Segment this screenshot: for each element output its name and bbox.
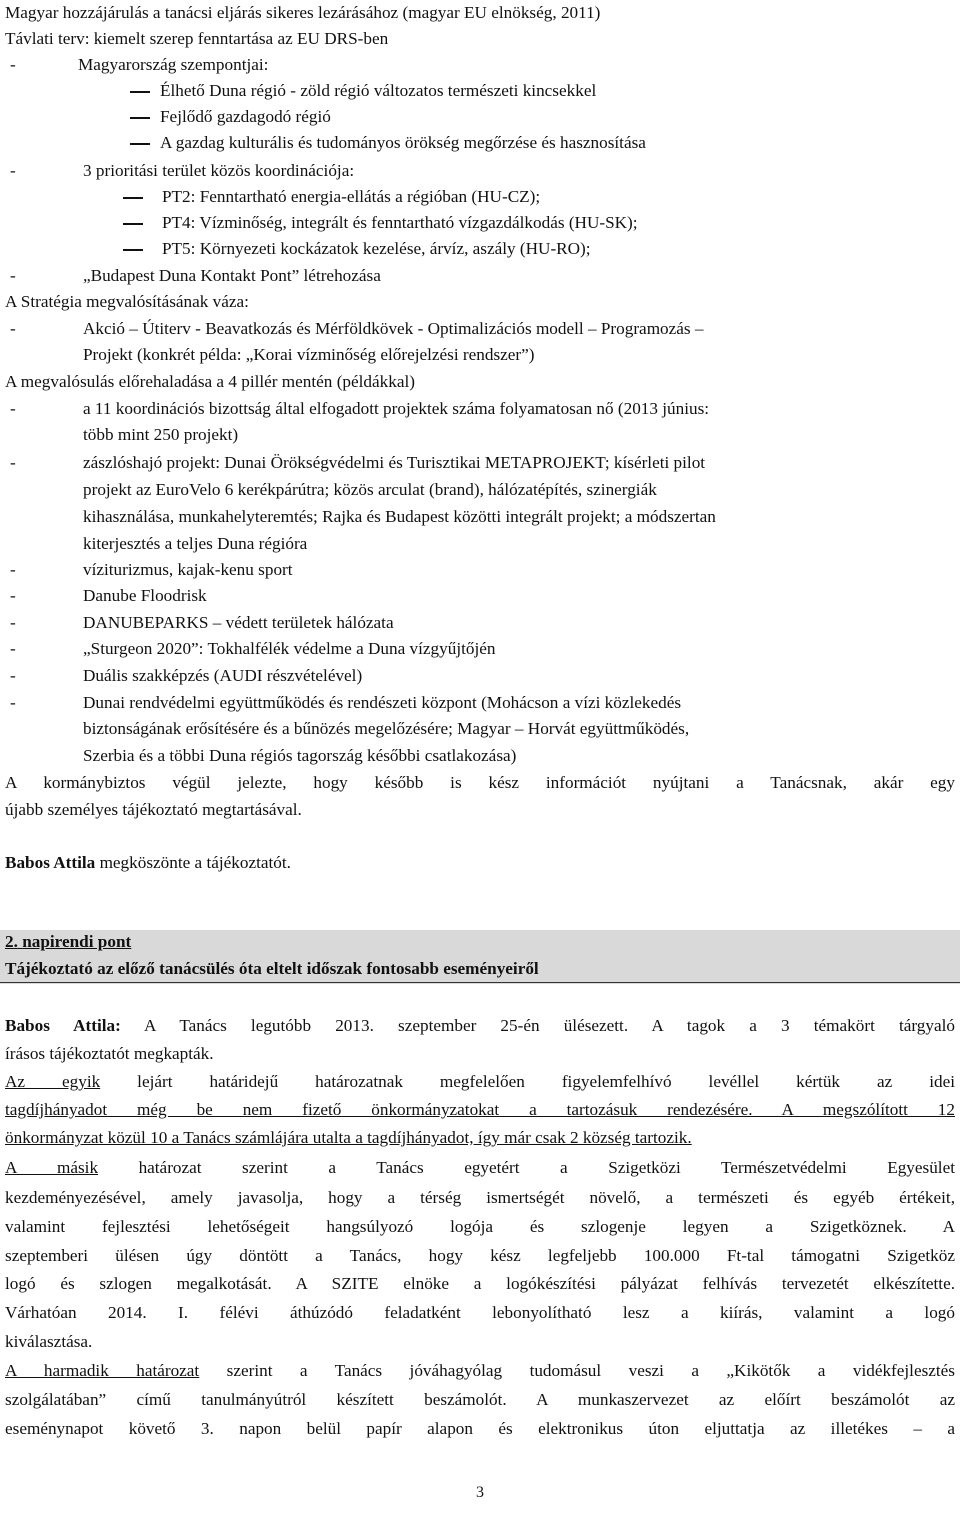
agenda-number: 2. napirendi pont <box>5 932 132 951</box>
dash-bullet: - <box>10 666 16 685</box>
text-line: Magyar hozzájárulás a tanácsi eljárás sikeres lezárásához (magyar EU elnökség, 2011) <box>5 3 601 22</box>
dash-bullet-icon <box>123 197 143 199</box>
paragraph-line: tagdíjhányadot még be nem fizető önkormányzatokat a tartozásuk rendezésére. A megszólított 12 <box>5 1100 955 1119</box>
paragraph-line: Babos Attila megköszönte a tájékoztatót. <box>5 853 291 872</box>
text-line: Távlati terv: kiemelt szerep fenntartása az EU DRS-ben <box>5 29 389 48</box>
paragraph-line: kiválasztása. <box>5 1332 93 1351</box>
dash-bullet: - <box>10 266 16 285</box>
dash-bullet: - <box>10 693 16 712</box>
paragraph-line: önkormányzat közül 10 a Tanács számlájára utalta a tagdíjhányadot, így már csak 2 község tartozik. <box>5 1128 692 1147</box>
dash-bullet-icon <box>123 249 143 251</box>
page-number: 3 <box>476 1484 484 1501</box>
paragraph-line: Az egyik lejárt határidejű határozatnak megfelelően figyelemfelhívó levéllel kértük az idei <box>5 1072 955 1091</box>
text-line: A megvalósulás előrehaladása a 4 pillér mentén (példákkal) <box>5 372 415 391</box>
dash-bullet-icon <box>130 117 150 119</box>
paragraph-line: szeptemberi ülésen úgy döntött a Tanács, hogy kész legfeljebb 100.000 Ft-tal támogatni Szigetköz <box>5 1246 955 1265</box>
paragraph-line: szolgálatában” című tanulmányútról készített beszámolót. A munkaszervezet az előírt beszámolót az <box>5 1390 955 1409</box>
agenda-title: Tájékoztató az előző tanácsülés óta eltelt időszak fontosabb eseményeiről <box>5 959 539 978</box>
dash-bullet: - <box>10 560 16 579</box>
dash-bullet-icon <box>130 91 150 93</box>
paragraph-line: Várhatóan 2014. I. félévi áthúzódó feladatként lebonyolítható lesz a kiírás, valamint a logó <box>5 1303 955 1322</box>
dash-bullet: - <box>10 453 16 472</box>
dash-bullet: - <box>10 399 16 418</box>
dash-bullet: - <box>10 639 16 658</box>
dash-bullet-icon <box>123 223 143 225</box>
paragraph-line: újabb személyes tájékoztató megtartásával. <box>5 800 302 819</box>
speaker-name: Babos Attila <box>5 853 96 872</box>
dash-bullet: - <box>10 586 16 605</box>
paragraph-line: A kormánybiztos végül jelezte, hogy később is kész információt nyújtani a Tanácsnak, akár egy <box>5 773 955 792</box>
dash-bullet: - <box>10 319 16 338</box>
paragraph-line: valamint fejlesztési lehetőségeit hangsúlyozó logója és szlogenje legyen a Szigetköznek. A <box>5 1217 955 1236</box>
paragraph-line: logó és szlogen megalkotását. A SZITE elnöke a logókészítési pályázat felhívás tervezetét elkészítette. <box>5 1274 955 1293</box>
document-page: Magyar hozzájárulás a tanácsi eljárás sikeres lezárásához (magyar EU elnökség, 2011) Távlati terv: kiemelt szerep fenntartása az EU DRS-ben - Magyarország szempontjai: Élhető Duna régió - zöld régió változatos természeti kincsekkel Fejlődő gazdagodó régió A gazdag kulturális és tudományos örökség megőrzése és hasznosítása - 3 prioritási terület közös koordinációja: PT2: Fenntartható energia-ellátás a régióban (HU-CZ); PT4: Vízminőség, integrált és fenntartható vízgazdálkodás (HU-SK); PT5: Környezeti kockázatok kezelése, árvíz, aszály (HU-RO); - „Budapest Duna Kontakt Pont” létrehozása A Stratégia megvalósításának váza: - Akció – Útiterv - Beavatkozás és Mérföldkövek - Optimalizációs modell – Programozás – Projekt (konkrét példa: „Korai vízminőség előrejelzési rendszer”) A megvalósulás előrehaladása a 4 pillér mentén (példákkal) - a 11 koordinációs bizottság által elfogadott projektek száma folyamatosan nő (2013 június: több mint 250 projekt) - zászlóshajó projekt: Dunai Örökségvédelmi és Turisztikai METAPROJEKT; kísérleti pilot projekt az EuroVelo 6 kerékpárútra; közös arculat (brand), hálózatépítés, szinergiák kihasználása, munkahelyteremtés; Rajka és Budapest közötti integrált projekt; a módszertan kiterjesztés a teljes Duna régióra - víziturizmus, kajak-kenu sport - Danube Floodrisk - DANUBEPARKS – védett területek hálózata - „Sturgeon 2020”: Tokhalfélék védelme a Duna vízgyűjtőjén - Duális szakképzés (AUDI részvételével) - Dunai rendvédelmi együttműködés és rendészeti központ (Mohácson a vízi közlekedés biztonságának erősítésére és a bűnözés megelőzésére; Magyar – Horvát együttműködés, Szerbia és a többi Duna régiós tagország későbbi csatlakozása) A kormánybiztos végül jelezte, hogy később is kész információt nyújtani a Tanácsnak, akár egy újabb személyes tájékoztató megtartásával. Babos Attila megköszönte a tájékoztatót. 2. napirendi pont Tájékoztató az előző tanácsülés óta eltelt időszak fontosabb eseményeiről Babos Attila: A Tanács legutóbb 2013. szeptember 25-én ülésezett. A tagok a 3 témakört tárgyaló írásos tájékoztatót megkapták. Az egyik lejárt határidejű határozatnak megfelelően figyelemfelhívó levéllel kértük az idei tagdíjhányadot még be nem fizető önkormányzatokat a tartozásuk rendezésére. A megszólított 12 önkormányzat közül 10 a Tanács számlájára utalta a tagdíjhányadot, így már csak 2 község tartozik. A másik határozat szerint a Tanács egyetért a Szigetközi Természetvédelmi Egyesület kezdeményezésével, amely javasolja, hogy a térség ismertségét növelő, a természeti és egyéb értékeit, valamint fejlesztési lehetőségeit hangsúlyozó logója és szlogenje legyen a Szigetköznek. A szeptemberi ülésen úgy döntött a Tanács, hogy kész legfeljebb 100.000 Ft-tal támogatni Szigetköz logó és szlogen megalkotását. A SZITE elnöke a logókészítési pályázat felhívás tervezetét elkészítette. Várhatóan 2014. I. félévi áthúzódó feladatként lebonyolítható lesz a kiírás, valamint a logó kiválasztása. A harmadik határozat szerint a Tanács jóváhagyólag tudomásul veszi a „Kikötők a vidékfejlesztés szolgálatában” című tanulmányútról készített beszámolót. A munkaszervezet az előírt beszámolót az eseménynapot követő 3. napon belül papír alapon és elektronikus úton eljuttatja az illetékes – a 3 <box>0 0 960 1513</box>
dash-bullet: - <box>10 55 16 74</box>
dash-bullet: - <box>10 161 16 180</box>
paragraph-line: kezdeményezésével, amely javasolja, hogy a térség ismertségét növelő, a természeti és egyéb értékeit, <box>5 1188 955 1207</box>
text-line: A Stratégia megvalósításának váza: <box>5 292 249 311</box>
paragraph-line: A harmadik határozat szerint a Tanács jóváhagyólag tudomásul veszi a „Kikötők a vidékfejlesztés <box>5 1361 955 1380</box>
dash-bullet: - <box>10 613 16 632</box>
paragraph-line: A másik határozat szerint a Tanács egyetért a Szigetközi Természetvédelmi Egyesület <box>5 1158 955 1177</box>
paragraph-line: írásos tájékoztatót megkapták. <box>5 1044 214 1063</box>
divider <box>0 982 960 983</box>
paragraph-line: eseménynapot követő 3. napon belül papír alapon és elektronikus úton eljuttatja az illetékes – a <box>5 1419 955 1438</box>
paragraph-line: Babos Attila: A Tanács legutóbb 2013. szeptember 25-én ülésezett. A tagok a 3 témakört tárgyaló <box>5 1016 955 1035</box>
dash-bullet-icon <box>130 143 150 145</box>
speaker-name: Babos Attila: <box>5 1016 121 1035</box>
